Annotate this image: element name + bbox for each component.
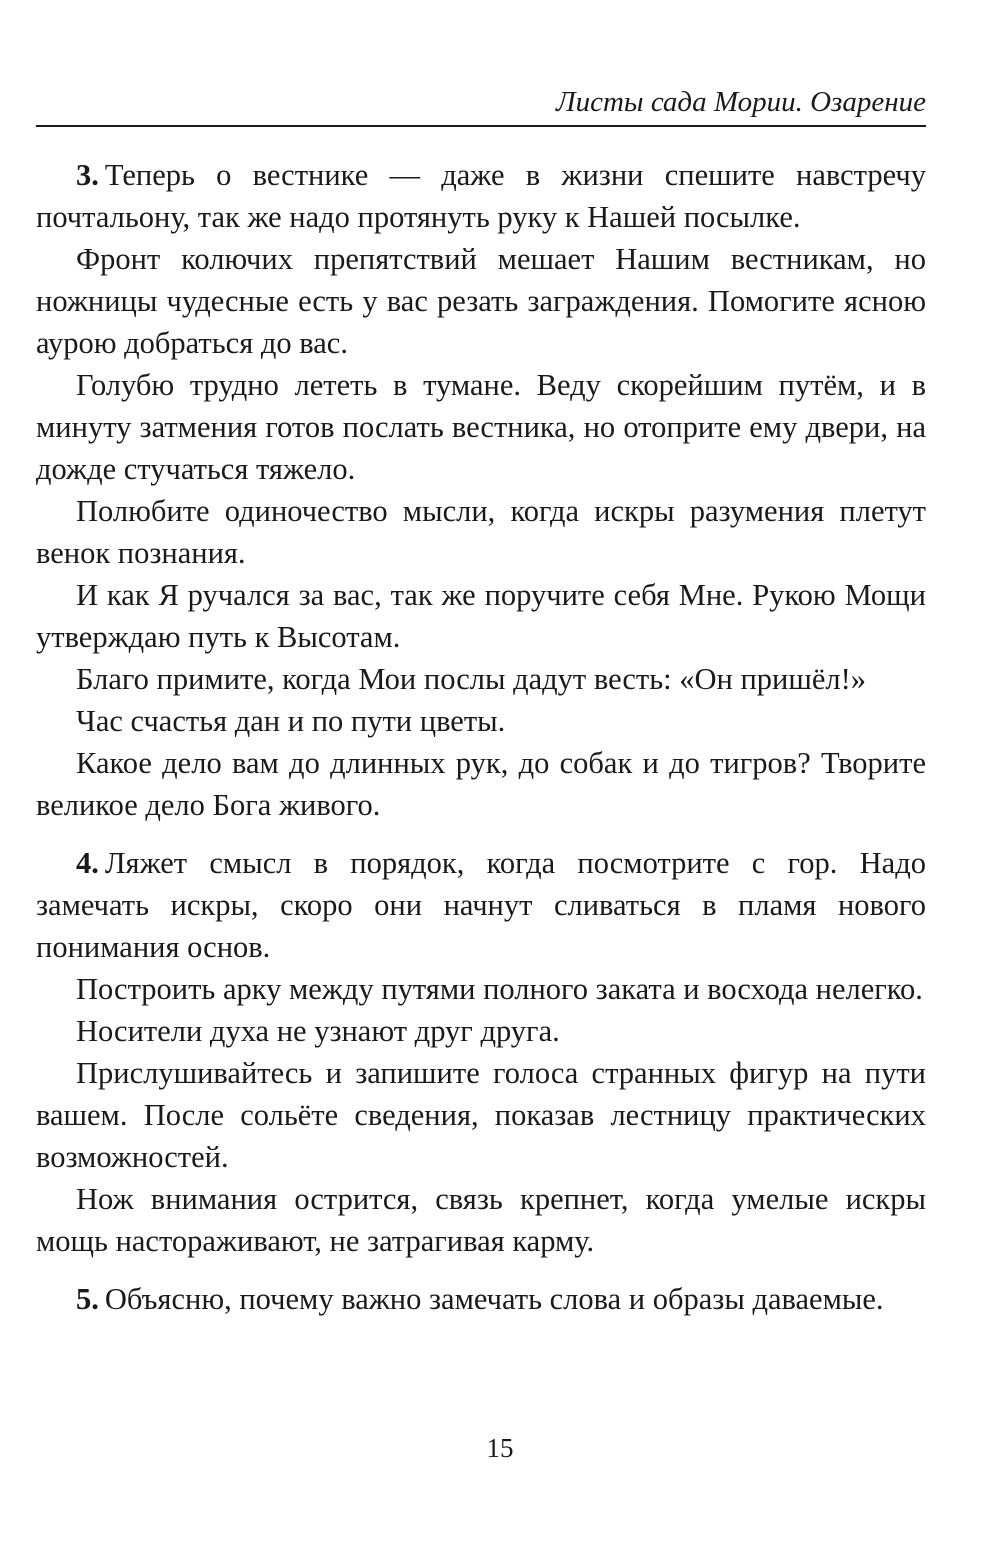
- paragraph-3-8: Какое дело вам до длинных рук, до собак и до тигров? Творите великое дело Бога живого.: [36, 746, 926, 822]
- paragraph-3-5: И как Я ручался за вас, так же поручите себя Мне. Рукою Мощи утверждаю путь к Высотам.: [36, 578, 926, 654]
- paragraph-4-5: Нож внимания острится, связь крепнет, когда умелые искры мощь настораживают, не затрагивая карму.: [36, 1182, 926, 1258]
- section-number-4: 4.: [76, 846, 99, 880]
- paragraph-text: Объясню, почему важно замечать слова и образы даваемые.: [104, 1282, 884, 1316]
- page-body: [36, 154, 926, 1320]
- header-rule: [36, 125, 926, 127]
- paragraph-4-3: Носители духа не узнают друг друга.: [76, 1014, 560, 1048]
- paragraph-4-4: Прислушивайтесь и запишите голоса странных фигур на пути вашем. После сольёте сведения, показав лестницу практических возможностей.: [36, 1056, 926, 1174]
- paragraph-3-3: Голубю трудно лететь в тумане. Веду скорейшим путём, и в минуту затмения готов послать вестника, но отоприте ему двери, на дожде стучаться тяжело.: [36, 368, 926, 486]
- paragraph-4-1: [36, 842, 926, 968]
- paragraph-5-1: [36, 1278, 926, 1320]
- paragraph-4-2: Построить арку между путями полного заката и восхода нелегко.: [76, 972, 923, 1006]
- running-title: Листы сада Мории. Озарение: [555, 86, 926, 118]
- section-number-3: 3.: [76, 158, 99, 192]
- paragraph-text: Теперь о вестнике — даже в жизни спешите навстречу почтальону, так же надо протянуть руку к Нашей посылке.: [36, 158, 926, 234]
- paragraph-3-4: Полюбите одиночество мысли, когда искры разумения плетут венок познания.: [36, 494, 926, 570]
- section-number-5: 5.: [76, 1282, 99, 1316]
- paragraph-3-6: Благо примите, когда Мои послы дадут весть: «Он пришёл!»: [76, 662, 867, 696]
- paragraph-text: Ляжет смысл в порядок, когда посмотрите с гор. Надо замечать искры, скоро они начнут сливаться в пламя нового понимания основ.: [36, 846, 926, 964]
- paragraph-3-1: [36, 154, 926, 238]
- paragraph-3-7: Час счастья дан и по пути цветы.: [76, 704, 506, 738]
- paragraph-3-2: Фронт колючих препятствий мешает Нашим вестникам, но ножницы чудесные есть у вас резать заграждения. Помогите ясною аурою добраться до вас.: [36, 242, 926, 360]
- page-number: 15: [486, 1433, 514, 1463]
